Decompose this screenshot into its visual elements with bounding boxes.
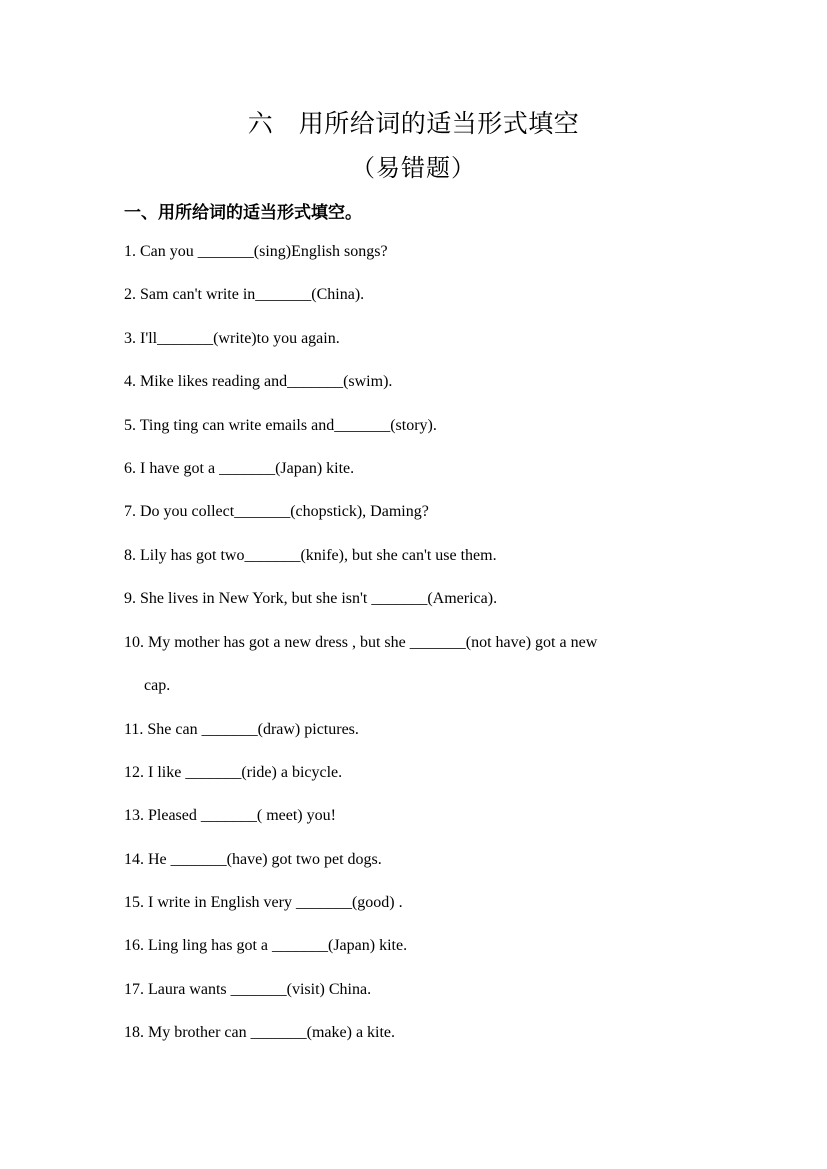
question-11: 11. She can _______(draw) pictures.: [124, 720, 359, 738]
question-list: [124, 241, 724, 1066]
question-10-line-2: cap.: [144, 677, 171, 695]
question-3: 3. I'll_______(write)to you again.: [124, 329, 340, 347]
question-5: 5. Ting ting can write emails and_______(story).: [124, 416, 437, 434]
question-17: 17. Laura wants _______(visit) China.: [124, 980, 372, 998]
question-15: 15. I write in English very _______(good) .: [124, 894, 403, 912]
question-9: 9. She lives in New York, but she isn't _______(America).: [124, 590, 498, 608]
question-18: 18. My brother can _______(make) a kite.: [124, 1024, 396, 1042]
page-subtitle: （易错题）: [351, 156, 476, 182]
question-12: 12. I like _______(ride) a bicycle.: [124, 763, 343, 781]
question-10-line-1: 10. My mother has got a new dress , but she _______(not have) got a new: [124, 633, 598, 651]
question-13: 13. Pleased _______( meet) you!: [124, 807, 336, 825]
question-10: [124, 632, 724, 698]
question-14: 14. He _______(have) got two pet dogs.: [124, 850, 382, 868]
question-8: 8. Lily has got two_______(knife), but she can't use them.: [124, 546, 497, 564]
question-1: 1. Can you _______(sing)English songs?: [124, 243, 388, 260]
question-4: 4. Mike likes reading and_______(swim).: [124, 373, 393, 391]
question-7: 7. Do you collect_______(chopstick), Daming?: [124, 503, 429, 521]
question-6: 6. I have got a _______(Japan) kite.: [124, 459, 355, 477]
question-16: 16. Ling ling has got a _______(Japan) kite.: [124, 937, 408, 955]
question-2: 2. Sam can't write in_______(China).: [124, 286, 365, 304]
page-title: 六 用所给词的适当形式填空: [247, 111, 580, 138]
section-heading: 一、用所给词的适当形式填空。: [124, 203, 362, 222]
